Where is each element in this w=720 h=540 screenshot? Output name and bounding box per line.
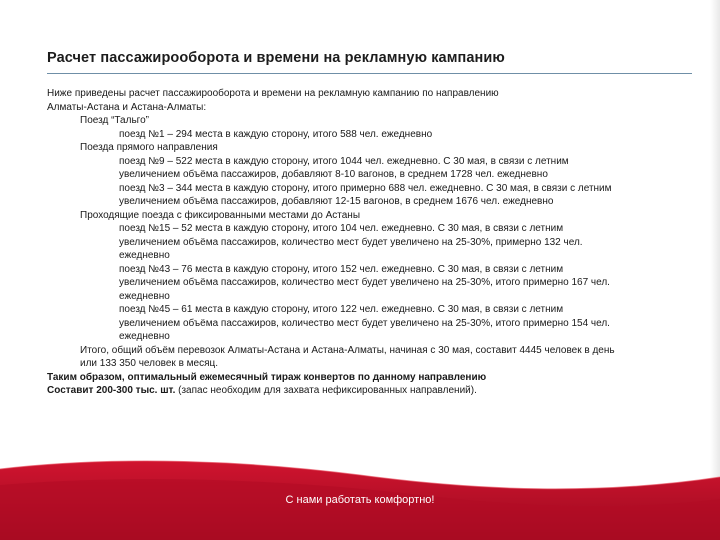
section-heading-direct: Поезда прямого направления	[80, 142, 218, 153]
section-heading-talgo: Поезд “Тальго”	[80, 115, 149, 126]
train-entry-cont: ежедневно	[119, 331, 170, 342]
total-summary: Итого, общий объём перевозок Алматы-Астана и Астана-Алматы, начиная с 30 мая, составит 4445 человек в день	[80, 344, 615, 356]
conclusion-line: Таким образом, оптимальный ежемесячный тираж конвертов по данному направлению	[47, 371, 487, 383]
conclusion-quantity: Составит 200-300 тыс. шт.	[47, 385, 176, 396]
total-summary-cont: или 133 350 человек в месяц.	[80, 358, 219, 369]
section-heading-passing: Проходящие поезда с фиксированными местами до Астаны	[80, 209, 360, 221]
train-entry: поезд №15 – 52 места в каждую сторону, итого 104 чел. ежедневно. С 30 мая, в связи с летним	[119, 223, 564, 234]
conclusion-line	[47, 384, 672, 398]
footer-slogan: С нами работать комфортно!	[285, 494, 435, 506]
train-entry: поезд №45 – 61 места в каждую сторону, итого 122 чел. ежедневно. С 30 мая, в связи с летним	[119, 304, 564, 315]
train-entry: поезд №43 – 76 места в каждую сторону, итого 152 чел. ежедневно. С 30 мая, в связи с летним	[119, 263, 564, 275]
intro-line: Ниже приведены расчет пассажирооборота и времени на рекламную кампанию по направлению	[47, 88, 499, 99]
train-entry-cont: увеличением объёма пассажиров, количество мест будет увеличено на 25-30%, примерно 132 чел.	[119, 236, 583, 248]
train-entry: поезд №3 – 344 места в каждую сторону, итого примерно 688 чел. ежедневно. С 30 мая, в связи с летним	[119, 182, 612, 194]
train-entry-cont: увеличением объёма пассажиров, добавляют 8-10 вагонов, в среднем 1728 чел. ежедневно	[119, 169, 548, 180]
conclusion-note: (запас необходим для захвата нефиксированных направлений).	[175, 385, 477, 396]
train-entry-cont: увеличением объёма пассажиров, количество мест будет увеличено на 25-30%, итого примерно 167 чел.	[119, 277, 610, 288]
train-entry-cont: ежедневно	[119, 250, 170, 261]
train-entry-cont: увеличением объёма пассажиров, количество мест будет увеличено на 25-30%, итого примерно 154 чел.	[119, 317, 610, 329]
page-title: Расчет пассажирооборота и времени на рекламную кампанию	[47, 50, 505, 66]
train-entry-cont: увеличением объёма пассажиров, добавляют 12-15 вагонов, в среднем 1676 чел. ежедневно	[119, 196, 554, 207]
title-divider	[47, 73, 692, 74]
train-entry: поезд №9 – 522 места в каждую сторону, итого 1044 чел. ежедневно. С 30 мая, в связи с летним	[119, 155, 569, 167]
train-entry: поезд №1 – 294 места в каждую сторону, итого 588 чел. ежедневно	[119, 128, 433, 140]
intro-line: Алматы-Астана и Астана-Алматы:	[47, 101, 207, 113]
document-body	[47, 87, 672, 398]
train-entry-cont: ежедневно	[119, 290, 170, 302]
